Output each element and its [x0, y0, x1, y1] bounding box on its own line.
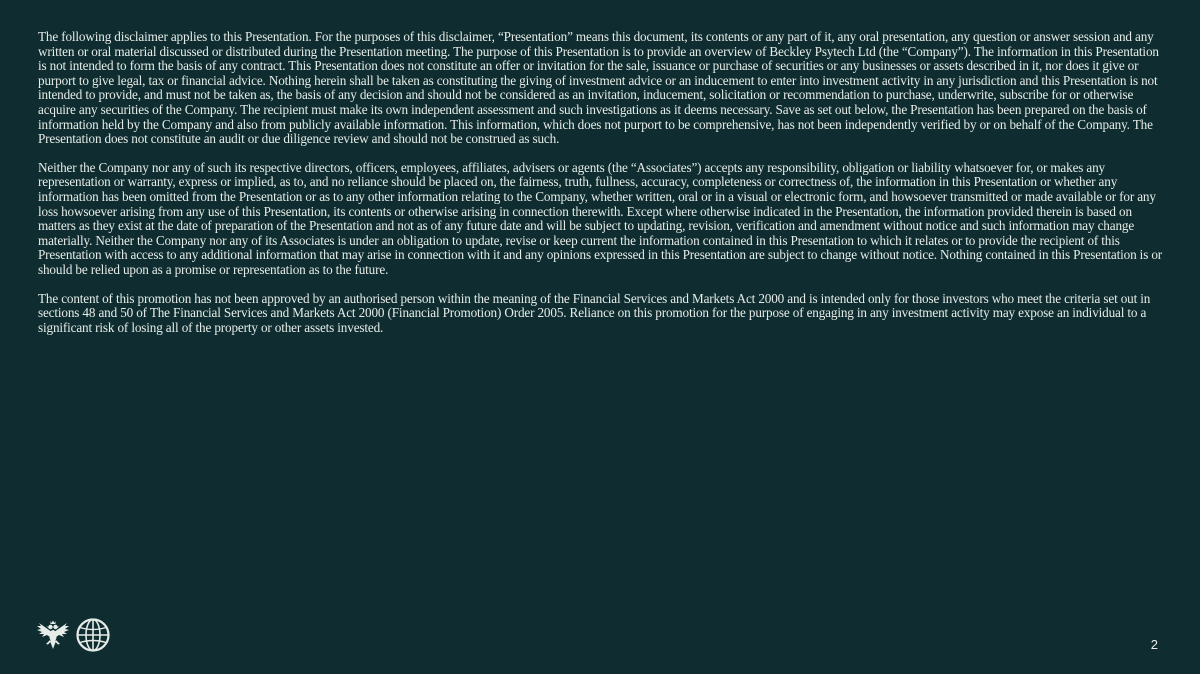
- globe-logo-icon: [75, 617, 111, 653]
- disclaimer-paragraph-3: The content of this promotion has not been approved by an authorised person within the meaning of the Financial Services and Markets Act 2000 and is intended only for those investors who meet the criteria set out in sections 48 and 50 of The Financial Services and Markets Act 2000 (Financial Promotion) Order 2005. Reliance on this promotion for the purpose of engaging in any investment activity may expose an individual to a significant risk of losing all of the property or other assets invested.: [38, 290, 1151, 335]
- eagle-logo-icon: [35, 618, 71, 652]
- page-number: 2: [1150, 637, 1158, 652]
- disclaimer-paragraph-1: The following disclaimer applies to this Presentation. For the purposes of this disclaimer, “Presentation” means this document, its contents or any part of it, any oral presentation, any question or answer session and any written or oral material discussed or distributed during the Presentation meeting. The purpose of this Presentation is to provide an overview of Beckley Psytech Ltd (the “Company”). The information in this Presentation is not intended to form the basis of any contract. This Presentation does not constitute an offer or invitation for the sale, issuance or purchase of securities or any businesses or assets described in it, nor does it give or purport to give legal, tax or financial advice. Nothing herein shall be taken as constituting the giving of investment advice or an inducement to enter into investment activity in any jurisdiction and this Presentation is not intended to provide, and must not be taken as, the basis of any decision and should not be considered as an invitation, inducement, solicitation or recommendation to purchase, underwrite, subscribe for or otherwise acquire any securities of the Company. The recipient must make its own independent assessment and such investigations as it deems necessary. Save as set out below, the Presentation has been prepared on the basis of information held by the Company and also from publicly available information. This information, which does not purport to be comprehensive, has not been independently verified by or on behalf of the Company. The Presentation does not constitute an audit or due diligence review and should not be construed as such.: [38, 29, 1159, 147]
- disclaimer-text: [38, 30, 1166, 349]
- footer-logos: [35, 617, 111, 653]
- disclaimer-paragraph-2: Neither the Company nor any of such its respective directors, officers, employees, affiliates, advisers or agents (the “Associates”) accepts any responsibility, obligation or liability whatsoever for, or makes any representation or warranty, express or implied, as to, and no reliance should be placed on, the fairness, truth, fullness, accuracy, completeness or correctness of, the information in this Presentation or whether any information has been omitted from the Presentation or as to any other information relating to the Company, whether written, oral or in a visual or electronic form, and howsoever transmitted or made available or for any loss howsoever arising from any use of this Presentation, its contents or otherwise arising in connection therewith. Except where otherwise indicated in the Presentation, the information provided therein is based on matters as they exist at the date of preparation of the Presentation and not as of any future date and will be subject to updating, revision, verification and amendment without notice and such information may change materially. Neither the Company nor any of its Associates is under an obligation to update, revise or keep current the information contained in this Presentation to which it relates or to provide the recipient of this Presentation with access to any additional information that may arise in connection with it and any opinions expressed in this Presentation are subject to change without notice. Nothing contained in this Presentation is or should be relied upon as a promise or representation as to the future.: [38, 159, 1163, 277]
